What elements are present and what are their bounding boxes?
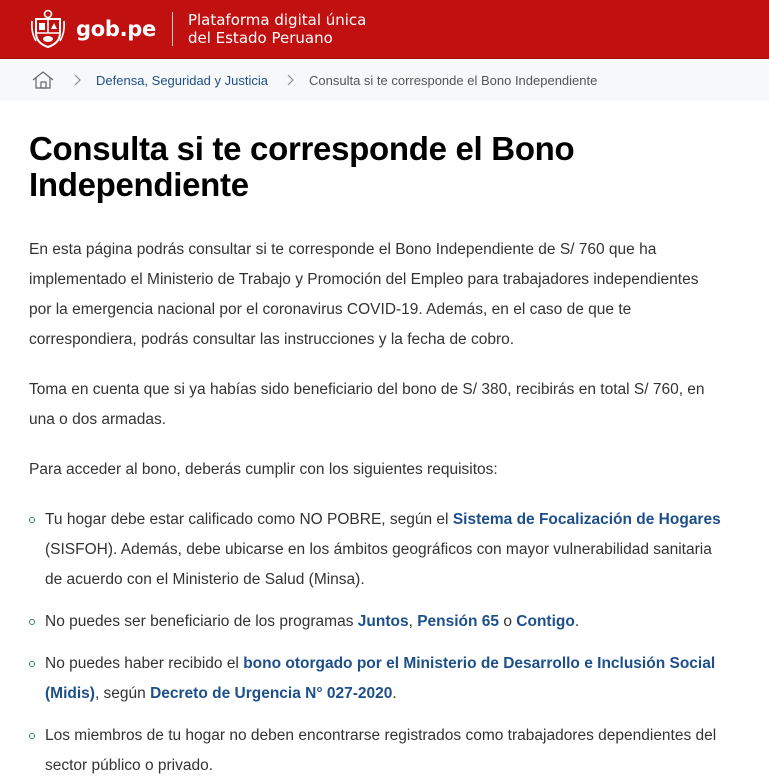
list-item: [29, 649, 729, 709]
bullet-icon: [29, 517, 35, 523]
link-sisfoh[interactable]: Sistema de Focalización de Hogares: [452, 511, 721, 528]
logo-text: gob.pe: [76, 17, 156, 41]
list-item-text: , según: [94, 685, 151, 702]
list-item-text: Tu hogar debe estar calificado como NO POBRE, según el: [45, 511, 453, 528]
list-item: [29, 505, 729, 595]
breadcrumb: [0, 59, 769, 101]
page-title: Consulta si te corresponde el Bono Independiente: [29, 130, 575, 203]
chevron-right-icon: [287, 74, 295, 86]
note-paragraph: Toma en cuenta que si ya habías sido beneficiario del bono de S/ 380, recibirás en total S/ 760, en una o dos armadas.: [29, 381, 705, 428]
bullet-icon: [29, 661, 35, 667]
peru-coat-of-arms-icon: [29, 9, 67, 49]
list-item-text: .: [574, 613, 580, 630]
list-item: [29, 607, 729, 637]
bullet-icon: [29, 619, 35, 625]
bullet-icon: [29, 733, 35, 739]
list-item-text: No puedes ser beneficiario de los programas: [45, 613, 358, 630]
list-item-text: (SISFOH). Además, debe ubicarse en los ámbitos geográficos con mayor vulnerabilidad sanitaria de acuerdo con el Ministerio de Salud (Minsa).: [45, 541, 712, 588]
list-item: [29, 721, 729, 776]
main-content: [0, 101, 769, 776]
tagline-line-2: del Estado Peruano: [187, 29, 333, 47]
link-decreto-urgencia[interactable]: Decreto de Urgencia N° 027-2020: [150, 685, 393, 702]
link-pension-65[interactable]: Pensión 65: [417, 613, 500, 630]
chevron-right-icon: [74, 74, 82, 86]
breadcrumb-item-defensa[interactable]: Defensa, Seguridad y Justicia: [96, 72, 268, 88]
list-item-text: o: [499, 613, 517, 630]
intro-paragraph: En esta página podrás consultar si te corresponde el Bono Independiente de S/ 760 que ha implementado el Ministerio de Trabajo y Promoción del Empleo para trabajadores independientes por la emergencia nacional por el coronavirus COVID-19. Además, en el caso de que te correspondiera, podrás consultar las instrucciones y la fecha de cobro.: [29, 241, 699, 348]
breadcrumb-home-link[interactable]: [31, 70, 55, 90]
header-divider: [172, 12, 173, 46]
header-tagline: [188, 11, 366, 47]
list-item-text: .: [392, 685, 397, 702]
link-bono-midis[interactable]: bono otorgado por el Ministerio de Desarrollo e Inclusión Social (Midis): [45, 655, 716, 702]
home-icon: [31, 70, 55, 90]
requirements-list: [29, 505, 729, 776]
site-header: [0, 0, 769, 59]
list-item-text: No puedes haber recibido el: [45, 655, 244, 672]
gob-pe-logo-link[interactable]: [29, 9, 156, 49]
breadcrumb-item-current: Consulta si te corresponde el Bono Independiente: [308, 72, 598, 88]
link-juntos[interactable]: Juntos: [357, 613, 409, 630]
tagline-line-1: Plataforma digital única: [187, 11, 367, 29]
list-item-text: Los miembros de tu hogar no deben encontrarse registrados como trabajadores dependientes del sector público o privado.: [45, 727, 717, 774]
list-item-text: ,: [408, 613, 418, 630]
link-contigo[interactable]: Contigo: [516, 613, 575, 630]
requirements-intro: Para acceder al bono, deberás cumplir con los siguientes requisitos:: [29, 461, 498, 478]
